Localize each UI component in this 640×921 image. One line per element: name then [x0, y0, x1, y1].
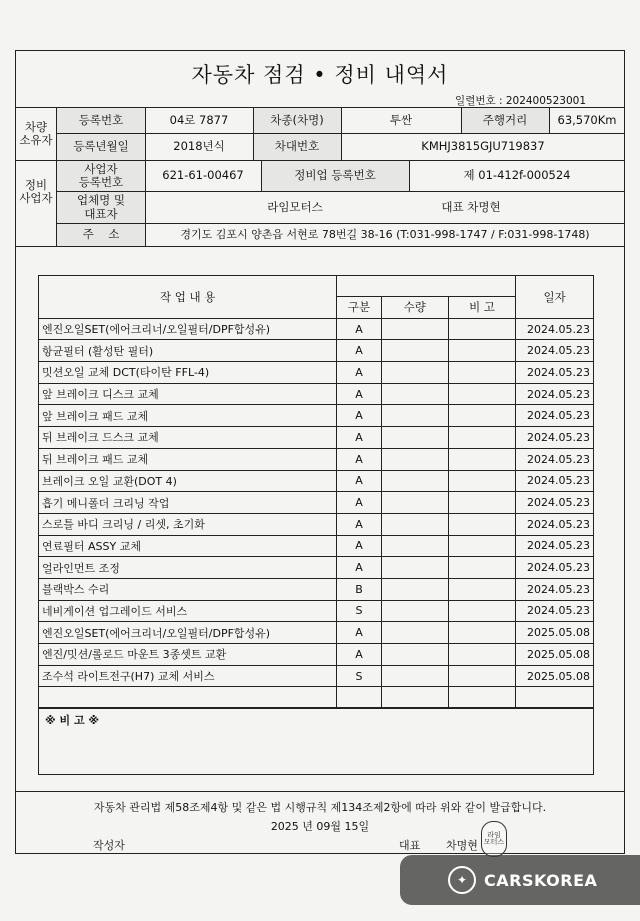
empty-cell: [381, 687, 448, 709]
work-date: 2024.05.23: [516, 578, 594, 600]
seal-text: 라임 모터스: [483, 830, 505, 846]
shop-reg-label: 정비업 등록번호: [261, 161, 409, 191]
work-type: A: [337, 622, 381, 644]
table-row-empty: [39, 687, 594, 709]
model-value: 투싼: [389, 112, 413, 127]
work-qty: [381, 600, 448, 622]
work-note: [448, 427, 515, 449]
work-type: S: [337, 665, 381, 687]
work-item: 뒤 브레이크 패드 교체: [39, 448, 337, 470]
work-note: [448, 448, 515, 470]
header-qty: 수량: [381, 297, 448, 319]
watermark-banner: [400, 855, 640, 905]
work-note: [448, 362, 515, 384]
table-row: [39, 362, 594, 384]
work-qty: [381, 470, 448, 492]
work-note: [448, 340, 515, 362]
table-row: [39, 383, 594, 405]
empty-cell: [516, 687, 594, 709]
table-row: [39, 448, 594, 470]
work-type: A: [337, 405, 381, 427]
work-date: 2024.05.23: [516, 535, 594, 557]
work-date: 2025.05.08: [516, 622, 594, 644]
work-type: A: [337, 318, 381, 340]
empty-cell: [39, 687, 337, 709]
work-item: 흡기 메니폴더 크리닝 작업: [39, 492, 337, 514]
company-name: 라임모터스: [267, 199, 323, 214]
address-label: 주 소: [57, 224, 145, 246]
work-qty: [381, 622, 448, 644]
work-date: 2024.05.23: [516, 318, 594, 340]
work-type: A: [337, 427, 381, 449]
table-row: [39, 535, 594, 557]
reg-no-label: 등록번호: [57, 108, 145, 133]
representative-label: 대표: [399, 839, 421, 852]
company-seal-stamp: [481, 821, 507, 857]
divider: [16, 246, 624, 247]
work-note: [448, 600, 515, 622]
header-blank: [337, 276, 516, 297]
work-note: [448, 405, 515, 427]
work-item: 항균필터 (활성탄 필터): [39, 340, 337, 362]
biz-no-value: 621-61-00467: [162, 168, 244, 183]
work-date: 2024.05.23: [516, 405, 594, 427]
work-qty: [381, 362, 448, 384]
work-date: 2024.05.23: [516, 513, 594, 535]
divider: [409, 161, 410, 191]
work-item: 블랙박스 수리: [39, 578, 337, 600]
work-note: [448, 318, 515, 340]
representative-name: 차명현: [446, 839, 478, 852]
work-table: [38, 275, 594, 709]
work-date: 2025.05.08: [516, 644, 594, 666]
table-row: [39, 600, 594, 622]
legal-statement: 자동차 관리법 제58조제4항 및 같은 법 시행규칙 제134조제2항에 따라 위와 같이 발급합니다.: [93, 801, 547, 814]
work-qty: [381, 513, 448, 535]
work-type: A: [337, 470, 381, 492]
work-date: 2024.05.23: [516, 557, 594, 579]
work-note: [448, 492, 515, 514]
reg-no-value: 04로 7877: [169, 112, 229, 127]
table-row: [39, 622, 594, 644]
document-title: 자동차 점검 • 정비 내역서: [191, 63, 449, 87]
work-date: 2024.05.23: [516, 340, 594, 362]
watermark-text: CARSKOREA: [484, 870, 598, 890]
car-logo-icon: ✦: [448, 866, 476, 894]
work-note: [448, 622, 515, 644]
work-note: [448, 513, 515, 535]
empty-cell: [448, 687, 515, 709]
work-date: 2025.05.08: [516, 665, 594, 687]
work-item: 앞 브레이크 패드 교체: [39, 405, 337, 427]
remarks-box: [38, 707, 594, 775]
work-qty: [381, 318, 448, 340]
owner-section-label: 차량 소유자: [19, 119, 53, 147]
empty-cell: [337, 687, 381, 709]
divider: [16, 791, 624, 792]
table-row: [39, 665, 594, 687]
work-note: [448, 644, 515, 666]
work-qty: [381, 557, 448, 579]
work-item: 네비게이션 업그레이드 서비스: [39, 600, 337, 622]
remarks-label: ※ 비 고 ※: [45, 714, 100, 727]
reg-year-label: 등록년월일: [57, 134, 145, 160]
work-item: 엔진오일SET(에어크리너/오일필터/DPF합성유): [39, 622, 337, 644]
vin-value: KMHJ3815GJU719837: [421, 139, 545, 154]
issue-date: 2025 년 09월 15일: [270, 820, 370, 833]
header-date: 일자: [516, 276, 594, 319]
work-date: 2024.05.23: [516, 383, 594, 405]
divider: [341, 108, 342, 161]
work-item: 얼라인먼트 조정: [39, 557, 337, 579]
work-note: [448, 383, 515, 405]
work-qty: [381, 427, 448, 449]
business-section-label: 정비 사업자: [19, 177, 53, 205]
work-date: 2024.05.23: [516, 470, 594, 492]
reg-year-value: 2018년식: [173, 139, 225, 154]
table-row: [39, 644, 594, 666]
table-row: [39, 513, 594, 535]
work-qty: [381, 535, 448, 557]
work-note: [448, 557, 515, 579]
ceo-name: 대표 차명현: [441, 199, 501, 214]
divider: [253, 108, 254, 161]
work-type: S: [337, 600, 381, 622]
header-item: 작 업 내 용: [39, 276, 337, 319]
work-date: 2024.05.23: [516, 448, 594, 470]
header-type: 구분: [337, 297, 381, 319]
company-label: 업체명 및 대표자: [57, 192, 145, 223]
table-row: [39, 578, 594, 600]
work-item: 조수석 라이트전구(H7) 교체 서비스: [39, 665, 337, 687]
work-qty: [381, 340, 448, 362]
work-type: A: [337, 557, 381, 579]
work-qty: [381, 448, 448, 470]
work-type: A: [337, 362, 381, 384]
work-note: [448, 535, 515, 557]
inspection-document: [15, 50, 625, 854]
work-date: 2024.05.23: [516, 362, 594, 384]
table-row: [39, 557, 594, 579]
table-row: [39, 318, 594, 340]
table-row: [39, 492, 594, 514]
work-item: 엔진/밋션/롤로드 마운트 3종셋트 교환: [39, 644, 337, 666]
work-date: 2024.05.23: [516, 492, 594, 514]
mileage-label: 주행거리: [461, 108, 549, 133]
work-type: A: [337, 448, 381, 470]
work-date: 2024.05.23: [516, 427, 594, 449]
table-row: [39, 427, 594, 449]
work-qty: [381, 665, 448, 687]
address-value: 경기도 김포시 양촌읍 서현로 78번길 38-16 (T:031-998-1747 / F:031-998-1748): [180, 227, 590, 241]
work-note: [448, 665, 515, 687]
table-row: [39, 470, 594, 492]
divider: [261, 161, 262, 191]
work-item: 브레이크 오일 교환(DOT 4): [39, 470, 337, 492]
divider: [549, 108, 550, 133]
work-item: 앞 브레이크 디스크 교체: [39, 383, 337, 405]
divider: [461, 108, 462, 133]
work-type: A: [337, 340, 381, 362]
work-type: B: [337, 578, 381, 600]
header-note: 비 고: [448, 297, 515, 319]
work-type: A: [337, 383, 381, 405]
work-qty: [381, 578, 448, 600]
work-date: 2024.05.23: [516, 600, 594, 622]
work-item: 뒤 브레이크 드스크 교체: [39, 427, 337, 449]
work-qty: [381, 492, 448, 514]
author-label: 작성자: [93, 839, 125, 852]
shop-reg-value: 제 01-412f-000524: [463, 168, 571, 183]
work-qty: [381, 405, 448, 427]
work-type: A: [337, 535, 381, 557]
table-row: [39, 405, 594, 427]
model-label: 차종(차명): [253, 108, 341, 133]
mileage-value: 63,570Km: [557, 112, 617, 127]
vin-label: 차대번호: [253, 134, 341, 160]
work-type: A: [337, 513, 381, 535]
biz-no-label: 사업자 등록번호: [57, 161, 145, 191]
work-note: [448, 578, 515, 600]
work-item: 엔진오일SET(에어크리너/오일필터/DPF합성유): [39, 318, 337, 340]
work-type: A: [337, 644, 381, 666]
work-qty: [381, 383, 448, 405]
work-note: [448, 470, 515, 492]
work-item: 연료필터 ASSY 교체: [39, 535, 337, 557]
work-item: 밋션오일 교체 DCT(타이탄 FFL-4): [39, 362, 337, 384]
work-qty: [381, 644, 448, 666]
issue-number: 일렬번호 : 202400523001: [455, 95, 586, 107]
work-type: A: [337, 492, 381, 514]
work-item: 스로틀 바디 크리닝 / 리셋, 초기화: [39, 513, 337, 535]
table-row: [39, 340, 594, 362]
